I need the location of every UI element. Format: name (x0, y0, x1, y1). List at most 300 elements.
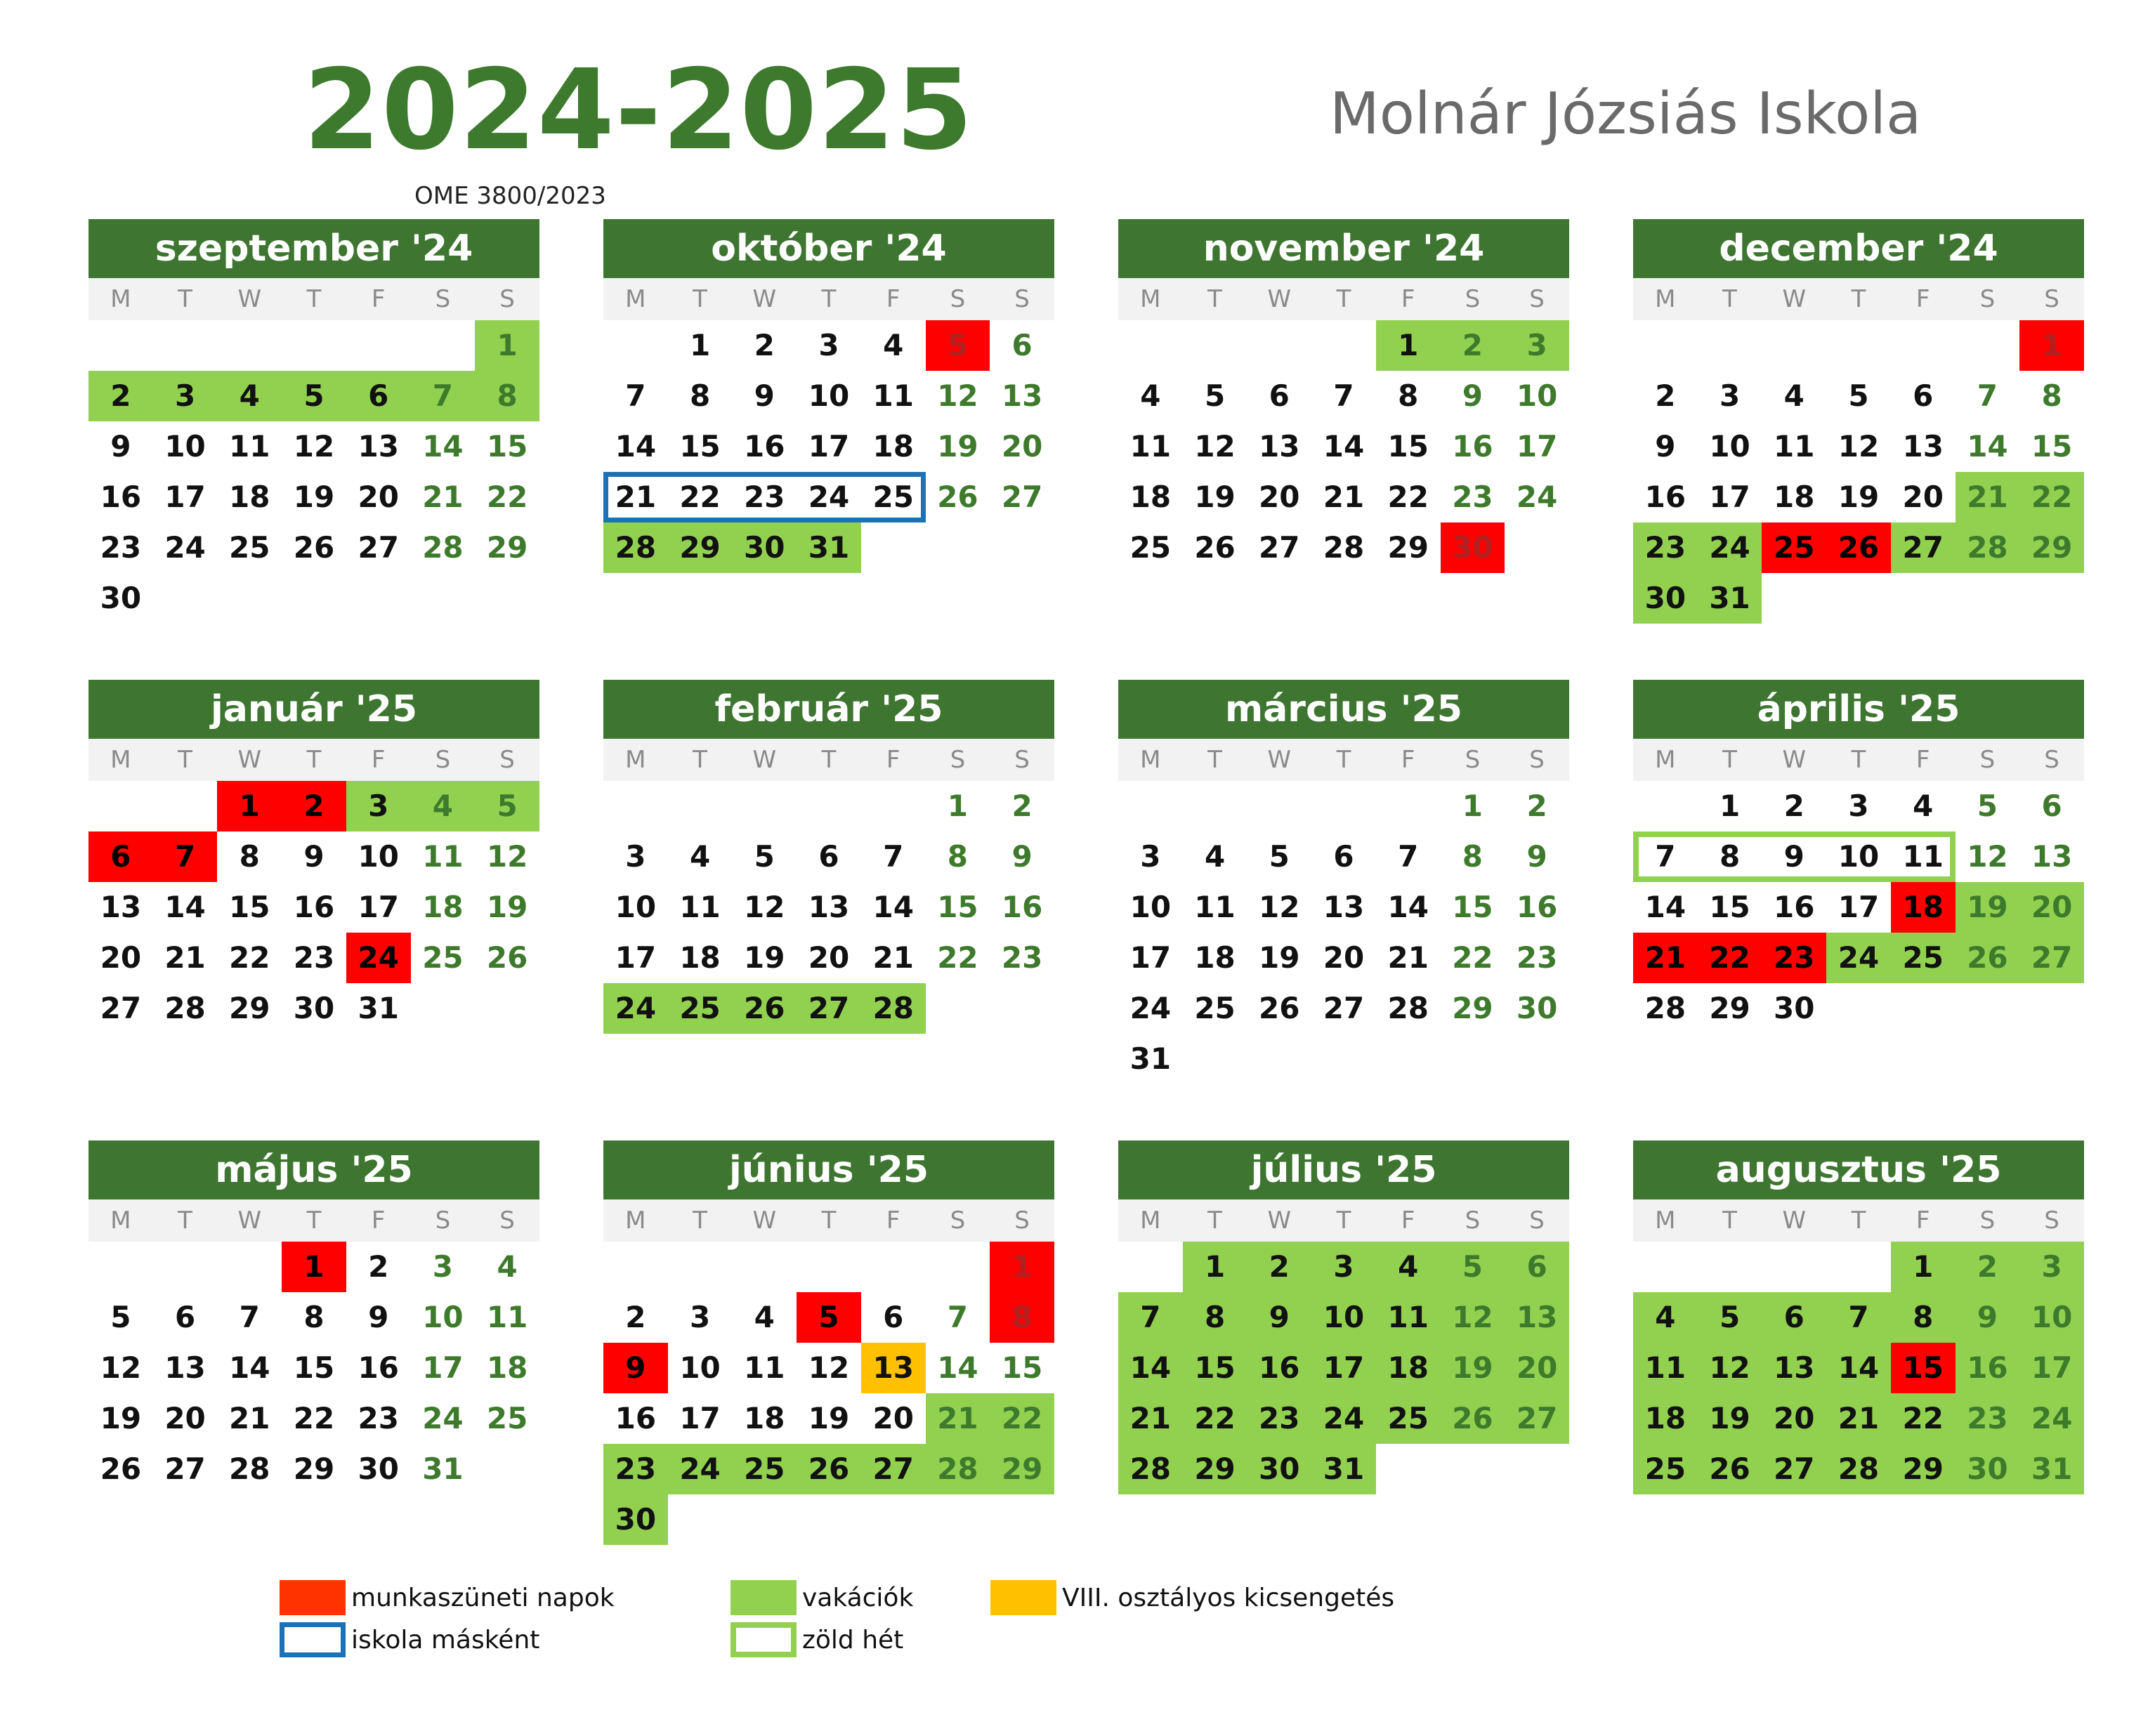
month-calendar (603, 1140, 1054, 1545)
calendar-day: 4 (217, 371, 282, 421)
calendar-day: 2 (754, 328, 775, 362)
weekday-label: T (306, 1206, 322, 1235)
calendar-day: 26 (937, 480, 978, 514)
weekday-label: S (1529, 746, 1545, 774)
calendar-day: 9 (110, 429, 131, 463)
calendar-day: 21 (1956, 472, 2020, 522)
calendar-day: 11 (679, 890, 721, 924)
calendar-day: 6 (1011, 328, 1033, 362)
day-grid (1633, 781, 2084, 1084)
calendar-day: 9 (1462, 379, 1483, 413)
calendar-day: 10 (164, 429, 206, 463)
calendar-day: 12 (808, 1350, 850, 1385)
calendar-day: 29 (293, 1452, 335, 1486)
weekday-label: T (821, 1206, 837, 1235)
calendar-day: 25 (422, 940, 464, 975)
calendar-day: 6 (818, 839, 839, 874)
month-title: december '24 (1633, 219, 2084, 278)
calendar-day: 27 (2019, 933, 2084, 983)
calendar-day: 12 (744, 890, 785, 924)
calendar-day: 23 (1762, 933, 1826, 983)
calendar-day: 23 (100, 530, 142, 565)
calendar-day: 5 (1977, 789, 1998, 823)
weekday-header (89, 278, 539, 320)
calendar-day: 3 (1505, 320, 1569, 371)
calendar-day: 15 (2031, 429, 2073, 463)
calendar-day: 4 (497, 1249, 518, 1284)
calendar-day: 26 (1698, 1444, 1762, 1494)
calendar-day: 25 (486, 1401, 528, 1435)
weekday-label: W (1782, 1206, 1807, 1235)
calendar-day: 13 (1902, 429, 1944, 463)
calendar-day: 15 (1387, 429, 1429, 463)
calendar-day: 25 (668, 983, 733, 1034)
calendar-day: 28 (1956, 522, 2020, 573)
calendar-day: 23 (1001, 940, 1043, 975)
school-name: Molnár Józsiás Iskola (1330, 81, 1922, 147)
calendar-day: 15 (486, 429, 528, 463)
weekday-label: F (1915, 746, 1930, 774)
calendar-day: 24 (1311, 1393, 1376, 1444)
calendar-day: 19 (100, 1401, 142, 1435)
weekday-label: T (306, 746, 322, 774)
month-calendar (1633, 680, 2084, 1084)
calendar-day: 28 (1644, 991, 1686, 1025)
calendar-day: 18 (872, 429, 914, 463)
weekday-label: S (1529, 285, 1545, 313)
calendar-day: 16 (358, 1350, 399, 1385)
calendar-day: 12 (1194, 429, 1236, 463)
calendar-day: 26 (293, 530, 335, 565)
month-title: szeptember '24 (89, 219, 539, 278)
calendar-day: 18 (1376, 1343, 1441, 1393)
calendar-day: 21 (1633, 933, 1698, 983)
calendar-day: 1 (689, 328, 711, 362)
weekday-label: F (886, 746, 900, 774)
calendar-day: 2 (368, 1249, 389, 1284)
legend-iskola-maskent-label: iskola másként (351, 1625, 540, 1655)
calendar-day: 15 (1891, 1343, 1956, 1393)
calendar-day: 19 (293, 480, 335, 514)
weekday-label: W (237, 285, 262, 313)
calendar-day: 10 (1838, 839, 1880, 874)
calendar-day: 21 (926, 1393, 990, 1444)
calendar-day: 18 (486, 1350, 528, 1385)
month-calendar (1633, 219, 2084, 624)
calendar-day: 20 (164, 1401, 206, 1435)
calendar-day: 7 (411, 371, 476, 421)
calendar-day: 22 (1183, 1393, 1247, 1444)
calendar-day: 5 (282, 371, 346, 421)
calendar-day: 28 (164, 991, 206, 1025)
calendar-day: 29 (2019, 522, 2084, 573)
calendar-day: 3 (432, 1249, 454, 1284)
calendar-day: 8 (303, 1300, 325, 1334)
calendar-day: 20 (808, 940, 850, 975)
calendar-day: 18 (229, 480, 270, 514)
weekday-label: W (1782, 746, 1807, 774)
calendar-day: 13 (1259, 429, 1300, 463)
calendar-day: 24 (1516, 480, 1558, 514)
calendar-day: 11 (744, 1350, 785, 1385)
calendar-day: 7 (625, 379, 646, 413)
calendar-day: 5 (1204, 379, 1226, 413)
calendar-day: 27 (1323, 991, 1365, 1025)
calendar-day: 20 (1762, 1393, 1826, 1444)
day-grid (1633, 320, 2084, 624)
calendar-day: 20 (1259, 480, 1300, 514)
calendar-day: 29 (990, 1444, 1054, 1494)
calendar-day: 7 (883, 839, 904, 874)
calendar-day: 8 (1719, 839, 1741, 874)
calendar-day: 28 (861, 983, 926, 1034)
calendar-day: 27 (358, 530, 399, 565)
calendar-day: 13 (358, 429, 399, 463)
calendar-day: 8 (475, 371, 539, 421)
calendar-day: 30 (1774, 991, 1815, 1025)
calendar-day: 19 (486, 890, 528, 924)
calendar-day: 8 (2041, 379, 2062, 413)
calendar-day: 29 (1183, 1444, 1247, 1494)
month-calendar (89, 219, 539, 624)
weekday-label: F (886, 285, 900, 313)
calendar-day: 28 (1118, 1444, 1183, 1494)
weekday-label: W (752, 746, 777, 774)
weekday-header (603, 739, 1054, 781)
month-calendar (89, 680, 539, 1084)
weekday-label: W (1267, 285, 1292, 313)
calendar-day: 15 (679, 429, 721, 463)
calendar-day: 7 (1655, 839, 1676, 874)
calendar-day: 1 (1462, 789, 1483, 823)
weekday-label: F (371, 1206, 386, 1235)
calendar-day: 21 (872, 940, 914, 975)
calendar-day: 2 (1011, 789, 1033, 823)
legend-holiday (280, 1580, 615, 1615)
calendar-day: 21 (164, 940, 206, 975)
weekday-header (1633, 278, 2084, 320)
calendar-day: 12 (293, 429, 335, 463)
calendar-day: 14 (164, 890, 206, 924)
calendar-day: 3 (818, 328, 839, 362)
calendar-day: 14 (872, 890, 914, 924)
holiday-swatch (280, 1580, 346, 1615)
weekday-label: S (1529, 1206, 1545, 1235)
calendar-day: 8 (1183, 1292, 1247, 1343)
calendar-day: 26 (1441, 1393, 1505, 1444)
calendar-day: 5 (110, 1300, 131, 1334)
calendar-day: 10 (615, 890, 657, 924)
calendar-day: 26 (1826, 522, 1891, 573)
weekday-label: S (1465, 746, 1481, 774)
calendar-day: 8 (239, 839, 260, 874)
calendar-day: 2 (282, 781, 346, 831)
calendar-day: 6 (883, 1300, 904, 1334)
calendar-day: 22 (937, 940, 978, 975)
calendar-day: 17 (422, 1350, 464, 1385)
calendar-day: 23 (1247, 1393, 1311, 1444)
calendar-day: 30 (1516, 991, 1558, 1025)
calendar-day: 30 (603, 1494, 668, 1545)
calendar-day: 9 (603, 1343, 668, 1393)
calendar-day: 4 (1140, 379, 1161, 413)
calendar-day: 22 (1452, 940, 1493, 975)
calendar-day: 13 (164, 1350, 206, 1385)
calendar-day: 14 (937, 1350, 978, 1385)
calendar-day: 24 (346, 933, 411, 983)
calendar-day: 4 (1783, 379, 1804, 413)
calendar-day: 16 (1001, 890, 1043, 924)
calendar-day: 27 (164, 1452, 206, 1486)
calendar-day: 16 (1774, 890, 1815, 924)
calendar-day: 14 (615, 429, 657, 463)
calendar-day: 25 (1376, 1393, 1441, 1444)
calendar-day: 1 (1891, 1242, 1956, 1292)
calendar-day: 17 (679, 1401, 721, 1435)
calendar-day: 31 (358, 991, 399, 1025)
calendar-day: 30 (1441, 522, 1505, 573)
calendar-day: 19 (1698, 1393, 1762, 1444)
calendar-day: 19 (1259, 940, 1300, 975)
calendar-day: 28 (1826, 1444, 1891, 1494)
calendar-day: 5 (1698, 1292, 1762, 1343)
calendar-day: 26 (732, 983, 797, 1034)
day-grid (603, 781, 1054, 1084)
calendar-day: 11 (229, 429, 270, 463)
weekday-label: M (110, 285, 131, 313)
page-title: 2024-2025 (303, 46, 974, 175)
month-title: január '25 (89, 680, 539, 739)
calendar-day: 8 (1891, 1292, 1956, 1343)
legend-zold-het-label: zöld hét (802, 1625, 904, 1655)
legend-graduation-label: VIII. osztályos kicsengetés (1062, 1583, 1395, 1612)
calendar-day: 6 (346, 371, 411, 421)
calendar-day: 11 (486, 1300, 528, 1334)
weekday-label: T (693, 285, 707, 313)
calendar-day: 28 (603, 522, 668, 573)
weekday-label: S (950, 285, 966, 313)
calendar-day: 24 (1826, 933, 1891, 983)
weekday-header (1118, 278, 1569, 320)
calendar-day: 14 (422, 429, 464, 463)
calendar-day: 12 (1441, 1292, 1505, 1343)
weekday-label: T (1207, 285, 1222, 313)
calendar-day: 14 (1967, 429, 2008, 463)
weekday-label: M (1140, 746, 1161, 774)
calendar-day: 27 (1259, 530, 1300, 565)
weekday-label: F (1401, 746, 1415, 774)
weekday-label: S (2044, 1206, 2059, 1235)
calendar-day: 27 (100, 991, 142, 1025)
calendar-day: 16 (1644, 480, 1686, 514)
zold-het-swatch (731, 1622, 797, 1657)
decree-reference: OME 3800/2023 (414, 182, 606, 210)
calendar-day: 24 (1129, 991, 1172, 1025)
calendar-day: 12 (1967, 839, 2008, 874)
calendar-day: 1 (2019, 320, 2084, 371)
calendar-day: 17 (358, 890, 399, 924)
weekday-label: M (625, 746, 646, 774)
month-calendar (1118, 219, 1569, 624)
weekday-label: T (1336, 746, 1351, 774)
weekday-label: M (110, 1206, 131, 1235)
weekday-label: T (178, 746, 192, 774)
day-grid (89, 1242, 539, 1545)
calendar-day: 9 (1956, 1292, 2020, 1343)
calendar-day: 1 (1719, 789, 1741, 823)
calendar-day: 18 (744, 1401, 785, 1435)
calendar-day: 21 (1826, 1393, 1891, 1444)
calendar-day: 26 (797, 1444, 861, 1494)
legend-vacation-label: vakációk (802, 1583, 914, 1612)
calendar-day: 17 (1311, 1343, 1376, 1393)
calendar-day: 1 (282, 1242, 346, 1292)
weekday-header (1633, 739, 2084, 781)
calendar-day: 20 (872, 1401, 914, 1435)
weekday-header (89, 739, 539, 781)
calendar-day: 10 (1311, 1292, 1376, 1343)
calendar-day: 12 (937, 379, 978, 413)
calendar-day: 8 (689, 379, 711, 413)
weekday-label: T (1722, 1206, 1737, 1235)
day-grid (89, 320, 539, 624)
calendar-day: 7 (153, 831, 218, 882)
calendar-day: 11 (1129, 429, 1172, 463)
calendar-day: 9 (1247, 1292, 1311, 1343)
calendar-day: 26 (1259, 991, 1300, 1025)
weekday-header (1118, 1199, 1569, 1242)
calendar-day: 31 (422, 1452, 464, 1486)
calendar-day: 5 (1441, 1242, 1505, 1292)
calendar-day: 29 (668, 522, 733, 573)
weekday-label: T (1336, 1206, 1351, 1235)
calendar-day: 11 (1774, 429, 1815, 463)
calendar-day: 3 (625, 839, 646, 874)
calendar-day: 17 (1838, 890, 1880, 924)
calendar-day: 2 (625, 1300, 646, 1334)
weekday-header (603, 278, 1054, 320)
calendar-day: 18 (422, 890, 464, 924)
weekday-label: T (821, 746, 837, 774)
calendar-day: 22 (293, 1401, 335, 1435)
weekday-label: F (1401, 1206, 1415, 1235)
calendar-day: 29 (229, 991, 270, 1025)
calendar-day: 20 (1001, 429, 1043, 463)
calendar-day: 4 (883, 328, 904, 362)
weekday-label: T (1851, 1206, 1866, 1235)
calendar-day: 5 (1269, 839, 1290, 874)
calendar-day: 21 (1387, 940, 1429, 975)
calendar-day: 19 (744, 940, 785, 975)
calendar-day: 24 (164, 530, 206, 565)
calendar-day: 7 (947, 1300, 969, 1334)
weekday-label: M (1655, 746, 1676, 774)
calendar-day: 13 (1505, 1292, 1569, 1343)
calendar-day: 27 (1001, 480, 1043, 514)
calendar-day: 24 (808, 480, 850, 514)
calendar-day: 9 (368, 1300, 389, 1334)
calendar-day: 10 (1709, 429, 1750, 463)
month-title: április '25 (1633, 680, 2084, 739)
weekday-label: S (1979, 285, 1996, 313)
calendar-day: 23 (1452, 480, 1493, 514)
month-calendar (1633, 1140, 2084, 1545)
weekday-label: S (1014, 746, 1030, 774)
calendar-day: 9 (1783, 839, 1804, 874)
calendar-day: 31 (1311, 1444, 1376, 1494)
calendar-day: 10 (679, 1350, 721, 1385)
calendar-day: 17 (164, 480, 206, 514)
calendar-day: 1 (947, 789, 969, 823)
calendar-day: 7 (1398, 839, 1419, 874)
calendar-day: 7 (1118, 1292, 1183, 1343)
month-calendar (1118, 1140, 1569, 1545)
legend-vacation (731, 1580, 913, 1615)
calendar-day: 18 (679, 940, 721, 975)
weekday-label: T (178, 285, 192, 313)
calendar-day: 24 (2019, 1393, 2084, 1444)
calendar-day: 16 (1956, 1343, 2020, 1393)
weekday-label: F (371, 285, 386, 313)
month-title: október '24 (603, 219, 1054, 278)
calendar-day: 24 (422, 1401, 464, 1435)
calendar-day: 18 (1774, 480, 1815, 514)
weekday-label: W (1782, 285, 1807, 313)
calendar-day: 31 (1129, 1041, 1172, 1076)
calendar-day: 3 (1848, 789, 1869, 823)
calendar-day: 15 (229, 890, 270, 924)
month-title: augusztus '25 (1633, 1140, 2084, 1199)
calendar-day: 23 (358, 1401, 399, 1435)
calendar-day: 23 (293, 940, 335, 975)
vacation-swatch (731, 1580, 797, 1615)
calendar-day: 12 (1259, 890, 1300, 924)
calendar-day: 3 (1140, 839, 1161, 874)
calendar-day: 3 (1311, 1242, 1376, 1292)
weekday-label: W (1267, 1206, 1292, 1235)
calendar-day: 26 (486, 940, 528, 975)
weekday-label: S (1014, 285, 1030, 313)
calendar-day: 19 (808, 1401, 850, 1435)
weekday-label: S (1465, 1206, 1481, 1235)
calendar-day: 2 (1956, 1242, 2020, 1292)
weekday-label: S (435, 285, 451, 313)
calendar-day: 6 (1269, 379, 1290, 413)
calendar-day: 29 (486, 530, 528, 565)
weekday-label: T (1851, 746, 1866, 774)
calendar-day: 21 (1118, 1393, 1183, 1444)
calendar-day: 13 (2031, 839, 2073, 874)
calendar-day: 18 (1194, 940, 1236, 975)
month-title: november '24 (1118, 219, 1569, 278)
weekday-label: M (625, 285, 646, 313)
calendar-day: 12 (486, 839, 528, 874)
calendar-day: 28 (1387, 991, 1429, 1025)
calendar-day: 16 (1452, 429, 1493, 463)
day-grid (1633, 1242, 2084, 1545)
day-grid (603, 320, 1054, 624)
weekday-header (89, 1199, 539, 1242)
calendar-day: 29 (1452, 991, 1493, 1025)
calendar-day: 16 (744, 429, 785, 463)
weekday-label: S (499, 746, 515, 774)
calendar-day: 20 (2019, 882, 2084, 933)
weekday-label: W (752, 1206, 777, 1235)
calendar-day: 12 (1698, 1343, 1762, 1393)
calendar-day: 16 (615, 1401, 657, 1435)
calendar-day: 31 (1698, 573, 1762, 624)
calendar-day: 2 (1655, 379, 1676, 413)
